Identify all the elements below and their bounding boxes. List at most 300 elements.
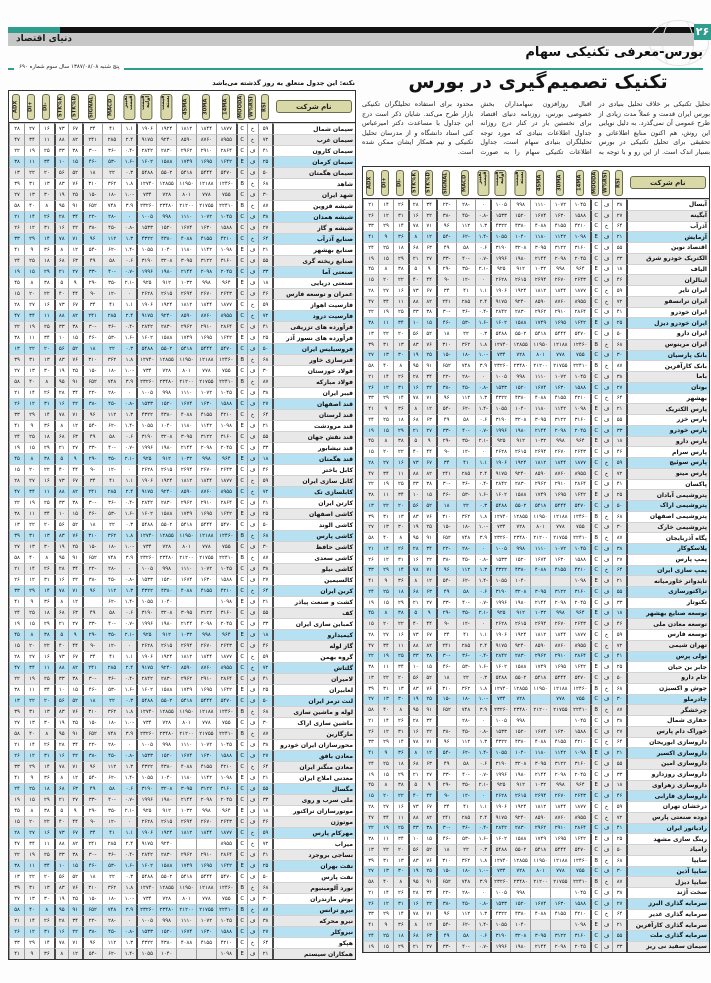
cell-open: ۷۳۴ xyxy=(136,541,156,552)
cell-name: آبگینه xyxy=(626,210,709,221)
cell-ma14: ۲۲۴۱۰ xyxy=(216,200,236,211)
col-header-di_minus: -DI xyxy=(396,170,404,196)
cell-adx: ۴۵ xyxy=(9,805,24,816)
cell-chg: ۱.۱ xyxy=(121,827,136,838)
cell-ma30: ۸۷۶۰ xyxy=(196,486,216,497)
cell-ma30: ۵۴۴۴ xyxy=(550,328,570,339)
cell-ma30: ۲۰۹۸ xyxy=(196,794,216,805)
cell-adx: ۲۷ xyxy=(9,893,24,904)
cell-ma14: ۵۴۷۰ xyxy=(570,844,590,855)
cell-ma30: ۱۶۳۰ xyxy=(196,750,216,761)
cell-close: ۱۹۸۰ xyxy=(156,794,176,805)
cell-chg: -۱.۰ xyxy=(475,522,490,533)
cell-mooda: B xyxy=(236,552,247,563)
cell-stkk: ۲۸ xyxy=(408,371,422,382)
cell-chg: ۳.۹ xyxy=(475,704,490,715)
cell-ma45 xyxy=(176,838,196,849)
cell-macd: -۴۰ xyxy=(102,266,122,277)
cell-wrsi: ف xyxy=(247,816,258,827)
cell-mooda: E xyxy=(236,629,247,640)
cell-ma14: ۲۸۶۴ xyxy=(216,849,236,860)
table-row xyxy=(9,464,355,475)
cell-stkd: ۸۲ xyxy=(422,468,436,479)
col-header-mooda: MOODA xyxy=(237,95,244,118)
cell-stkd: ۷۱ xyxy=(422,393,436,404)
cell-mooda: B xyxy=(236,706,247,717)
cell-ma14: ۱۲۴۶۰ xyxy=(216,178,236,189)
cell-signal: -۳۳ xyxy=(82,794,102,805)
cell-stkk: ۵۶ xyxy=(54,695,68,706)
table-row xyxy=(363,823,709,834)
cell-di_minus: ۲۰ xyxy=(393,844,408,855)
cell-ma30: ۹۹۸ xyxy=(550,780,570,791)
cell-rsi: ۵۰ xyxy=(612,500,627,511)
cell-chg: ۱.۸ xyxy=(121,354,136,365)
cell-close: ۴۳۸۰ xyxy=(510,565,530,576)
cell-open: ۴۳۲۲ xyxy=(136,233,156,244)
cell-stkd: ۷۶ xyxy=(422,683,436,694)
cell-ma14: ۱۲۴۶۰ xyxy=(570,683,590,694)
cell-chg: -۱.۴ xyxy=(121,772,136,783)
table-row xyxy=(363,737,709,748)
cell-chg: -۱.۰ xyxy=(121,365,136,376)
cell-name: الیاف xyxy=(626,264,709,275)
table-header xyxy=(363,167,709,199)
cell-signal: -۲۹ xyxy=(82,805,102,816)
cell-chg: -۱.۰ xyxy=(121,541,136,552)
cell-ma14: ۸۹۵۵ xyxy=(216,310,236,321)
cell-mooda: C xyxy=(590,522,601,533)
cell-close: ۲۸۳۰ xyxy=(510,307,530,318)
cell-stkd: ۲۲ xyxy=(68,926,82,937)
cell-ma45: ۱۱۹۵۰ xyxy=(530,339,550,350)
cell-chg: -۰.۸ xyxy=(475,898,490,909)
cell-macd: -۵۳ xyxy=(102,508,122,519)
cell-name: موتوژن xyxy=(272,816,355,827)
cell-adx: ۴۷ xyxy=(363,468,378,479)
cell-open: ۲۳۲۶۰ xyxy=(490,876,510,887)
cell-wrsi: ف xyxy=(601,726,612,737)
cell-signal: -۹ xyxy=(82,640,102,651)
cell-rsi: ۲۷ xyxy=(612,554,627,565)
cell-open: ۱۰۰۵ xyxy=(490,887,510,898)
cell-close: ۱۲۸۵۵ xyxy=(156,882,176,893)
cell-rsi: ۳۳ xyxy=(612,253,627,264)
cell-macd: ۵۸ xyxy=(456,758,476,769)
cell-stkk: ۹۵ xyxy=(408,704,422,715)
cell-adx: ۲۱ xyxy=(363,887,378,898)
cell-di_plus: ۱۵ xyxy=(378,941,393,952)
cell-adx: ۴۱ xyxy=(9,244,24,255)
cell-chg: -۰.۷ xyxy=(121,266,136,277)
cell-di_plus: ۱۵ xyxy=(378,597,393,608)
cell-adx: ۲۸ xyxy=(363,457,378,468)
cell-ma30: ۱۶۳۰ xyxy=(550,726,570,737)
cell-wrsi: ف xyxy=(601,898,612,909)
cell-name: سرمایه گذاری غدیر xyxy=(626,909,709,920)
cell-adx: ۲۶ xyxy=(9,750,24,761)
cell-ma45: ۵۴۱۸ xyxy=(176,519,196,530)
cell-open: ۲۸۴۲ xyxy=(136,849,156,860)
cell-open: ۲۳۲۶۰ xyxy=(136,904,156,915)
cell-ma45: ۱۶۷۴ xyxy=(176,398,196,409)
cell-stkk: ۱۹ xyxy=(408,866,422,877)
cell-stkk: ۸۳ xyxy=(408,683,422,694)
cell-di_minus: ۳۴ xyxy=(39,332,54,343)
cell-signal: -۳۳ xyxy=(82,266,102,277)
cell-ma14: ۷۵۵ xyxy=(216,189,236,200)
cell-ma45: ۲۹۶۲ xyxy=(176,673,196,684)
cell-adx: ۱۹ xyxy=(363,425,378,436)
cell-ma30: ۲۹۱۰ xyxy=(550,651,570,662)
cell-ma14: ۲۲۴۱۰ xyxy=(570,876,590,887)
cell-ma30: ۱۶۹۵ xyxy=(550,317,570,328)
cell-di_plus: ۲۹ xyxy=(378,221,393,232)
cell-close: ۱۹۲۴ xyxy=(156,651,176,662)
cell-macd: -۲۸ xyxy=(456,199,476,210)
cell-di_minus: ۱۶ xyxy=(393,801,408,812)
cell-ma30: ۱۸۴۴ xyxy=(550,801,570,812)
cell-open: ۲۶۲۸ xyxy=(490,618,510,629)
cell-rsi: ۲۷ xyxy=(258,926,273,937)
cell-adx: ۳۳ xyxy=(363,909,378,920)
cell-stkk: ۴۰ xyxy=(54,464,68,475)
cell-name: جوش و اکسیژن xyxy=(626,683,709,694)
cell-signal: -۴۶ xyxy=(436,317,456,328)
cell-ma14: ۵۴۷۰ xyxy=(570,672,590,683)
cell-stkd: ۵۲ xyxy=(68,871,82,882)
cell-wrsi: ف xyxy=(601,661,612,672)
cell-stkk: ۹۵ xyxy=(408,532,422,543)
cell-adx: ۱۹ xyxy=(9,442,24,453)
cell-adx: ۱۵ xyxy=(363,446,378,457)
cell-stkk: ۷۳ xyxy=(54,299,68,310)
cell-name: مهرکام پارس xyxy=(272,827,355,838)
cell-chg: ۱.۸ xyxy=(121,178,136,189)
cell-rsi: ۵۰ xyxy=(258,167,273,178)
cell-stkd: ۴۴ xyxy=(68,640,82,651)
cell-signal: -۴۶ xyxy=(82,508,102,519)
cell-open: ۹۱۷۵ xyxy=(490,812,510,823)
cell-ma14: ۸۹۵۵ xyxy=(216,662,236,673)
cell-stkk: ۷۳ xyxy=(54,827,68,838)
cell-rsi: ۳۸ xyxy=(612,887,627,898)
cell-chg: -۰.۴ xyxy=(475,651,490,662)
cell-ma45: ۱۶۷۴ xyxy=(530,210,550,221)
cell-di_plus: ۲۷ xyxy=(24,651,39,662)
cell-di_minus: ۲۶ xyxy=(39,739,54,750)
cell-mooda: C xyxy=(590,726,601,737)
cell-adx: ۴۵ xyxy=(363,608,378,619)
cell-ma14: ۱۵۸۸ xyxy=(216,222,236,233)
cell-ma45: ۱۶۷۴ xyxy=(176,750,196,761)
cell-stkd: ۶۷ xyxy=(68,475,82,486)
cell-mooda: C xyxy=(590,457,601,468)
cell-ma30: ۲۰۹۸ xyxy=(550,253,570,264)
cell-signal: ۲۴۱ xyxy=(436,640,456,651)
cell-stkk: ۷۳ xyxy=(54,475,68,486)
cell-di_minus: ۲۰ xyxy=(39,519,54,530)
cell-macd: ۲۸۵ xyxy=(456,812,476,823)
cell-stkd: ۲۷ xyxy=(68,442,82,453)
cell-signal: ۳۱۰ xyxy=(82,882,102,893)
cell-close: ۴۳۸۰ xyxy=(156,937,176,948)
cell-stkk: ۲۸ xyxy=(408,887,422,898)
cell-name: تهران شیمی xyxy=(626,640,709,651)
cell-signal: ۹۶ xyxy=(82,585,102,596)
cell-ma45: ۱۸۱۲ xyxy=(176,475,196,486)
cell-mooda: B xyxy=(236,354,247,365)
cell-macd: -۱۸ xyxy=(102,893,122,904)
cell-ma30: ۷۷۸ xyxy=(550,522,570,533)
cell-macd: -۴۰ xyxy=(456,941,476,952)
cell-chg: ۰ xyxy=(121,816,136,827)
cell-di_minus: ۳۱ xyxy=(39,750,54,761)
cell-adx: ۳۸ xyxy=(9,156,24,167)
cell-stkk: ۱۰ xyxy=(408,833,422,844)
cell-signal: ۶۵۲ xyxy=(436,876,456,887)
cell-macd: -۳۶ xyxy=(102,145,122,156)
page-title: تکنیک تصمیم‌گیری در بورس xyxy=(408,71,668,93)
cell-name: ماشین سازی اراک xyxy=(272,717,355,728)
cell-stkd: ۲۷ xyxy=(68,618,82,629)
cell-rsi: ۲۵ xyxy=(612,317,627,328)
cell-ma14: ۱۰۹۸ xyxy=(216,772,236,783)
cell-ma14: ۴۲۱۰ xyxy=(570,393,590,404)
cell-wrsi: ف xyxy=(601,489,612,500)
cell-close: ۲۳۴۸۰ xyxy=(510,360,530,371)
cell-adx: ۳۹ xyxy=(9,530,24,541)
cell-signal: -۲۹ xyxy=(436,436,456,447)
cell-chg: ۰.۶ xyxy=(475,758,490,769)
cell-open: ۲۶۲۸ xyxy=(136,288,156,299)
cell-ma14: ۲۰۴۵ xyxy=(570,425,590,436)
cell-macd: -۳۵ xyxy=(102,277,122,288)
cell-ma14: ۲۸۶۴ xyxy=(570,307,590,318)
cell-signal: -۳۳ xyxy=(436,597,456,608)
cell-chg: ۳.۹ xyxy=(475,360,490,371)
cell-ma45: ۳۰۹۵ xyxy=(530,414,550,425)
cell-close: ۱۲۸۵۵ xyxy=(156,706,176,717)
cell-ma14: ۲۸۶۴ xyxy=(570,479,590,490)
cell-rsi: ۴۱ xyxy=(612,823,627,834)
table-row xyxy=(363,554,709,565)
cell-macd: ۷۴۸ xyxy=(102,904,122,915)
cell-ma45: ۵۴۱۸ xyxy=(530,328,550,339)
cell-macd: -۴۰ xyxy=(102,618,122,629)
cell-name: بانک پارسیان xyxy=(626,350,709,361)
cell-stkd: ۲۷ xyxy=(422,253,436,264)
cell-macd: ۷۴۸ xyxy=(456,360,476,371)
cell-adx: ۲۲ xyxy=(9,849,24,860)
cell-ma14: ۱۸۷۷ xyxy=(216,123,236,134)
cell-stkk: ۸۸ xyxy=(54,134,68,145)
cell-rsi: ۴۶ xyxy=(612,274,627,285)
cell-macd: -۵۳ xyxy=(456,833,476,844)
cell-di_minus: ۸ xyxy=(393,532,408,543)
cell-di_plus: ۹ xyxy=(24,596,39,607)
cell-stkk: ۵ xyxy=(408,608,422,619)
cell-ma14: ۱۲۴۶۰ xyxy=(216,882,236,893)
header-cell-adx xyxy=(9,91,24,123)
cell-macd: ۵۸ xyxy=(102,607,122,618)
cell-rsi: ۳۸ xyxy=(258,739,273,750)
cell-di_minus: ۱۸ xyxy=(39,783,54,794)
cell-stkk: ۹۵ xyxy=(54,904,68,915)
cell-mooda: C xyxy=(236,618,247,629)
cell-close: ۷۲۸ xyxy=(156,365,176,376)
cell-ma14: ۲۸۶۴ xyxy=(216,145,236,156)
cell-wrsi: ف xyxy=(601,758,612,769)
cell-stkd: ۶۳ xyxy=(68,607,82,618)
cell-di_minus: ۲۹ xyxy=(393,769,408,780)
cell-ma30: ۸۷۶۰ xyxy=(196,310,216,321)
cell-signal: ۶۵۲ xyxy=(436,532,456,543)
cell-di_plus: ۸ xyxy=(378,780,393,791)
cell-rsi: ۵۵ xyxy=(612,930,627,941)
cell-wrsi: ف xyxy=(601,382,612,393)
cell-di_minus: ۸ xyxy=(39,728,54,739)
cell-signal: -۹ xyxy=(82,816,102,827)
cell-di_plus: ۱۴ xyxy=(378,715,393,726)
cell-di_minus: ۲۹ xyxy=(393,941,408,952)
table-note: نکته: این جدول متعلق به روز گذشته می‌باشد xyxy=(212,79,355,87)
cell-chg: ۰.۳ xyxy=(121,871,136,882)
cell-ma14: ۲۰۴۵ xyxy=(570,597,590,608)
cell-mooda: C xyxy=(236,464,247,475)
cell-stkd: ۶۳ xyxy=(68,783,82,794)
cell-mooda: E xyxy=(590,436,601,447)
cell-signal: -۲۲ xyxy=(436,887,456,898)
cell-ma45: ۱۸۱۲ xyxy=(530,285,550,296)
cell-wrsi: ف xyxy=(247,618,258,629)
cell-stkd: ۲۵ xyxy=(422,694,436,705)
cell-rsi: ۲۵ xyxy=(258,860,273,871)
cell-close: ۹۲۴۰ xyxy=(510,296,530,307)
cell-name: کمباین سازی ایران xyxy=(272,618,355,629)
cell-rsi: ۷۲ xyxy=(612,640,627,651)
cell-close: ۹۹۸ xyxy=(510,199,530,210)
header-cell-macd xyxy=(455,167,475,199)
cell-open: ۱۶۰۲ xyxy=(490,317,510,328)
cell-mooda: C xyxy=(590,758,601,769)
cell-stkd: ۱۵ xyxy=(68,332,82,343)
cell-di_plus: ۲۷ xyxy=(24,827,39,838)
cell-ma45: ۴۰۸۸ xyxy=(176,761,196,772)
cell-mooda: E xyxy=(236,596,247,607)
cell-mooda: C xyxy=(590,328,601,339)
cell-wrsi: خ xyxy=(247,409,258,420)
cell-di_minus: ۸ xyxy=(393,360,408,371)
cell-mooda: C xyxy=(590,640,601,651)
table-row xyxy=(363,651,709,662)
cell-close: ۵۵۰۲ xyxy=(156,695,176,706)
cell-mooda: C xyxy=(236,662,247,673)
cell-macd: -۱۲ xyxy=(102,288,122,299)
cell-wrsi: خ xyxy=(247,299,258,310)
cell-di_minus: ۱۱ xyxy=(39,486,54,497)
cell-ma30 xyxy=(550,715,570,726)
cell-mooda: C xyxy=(590,500,601,511)
cell-signal: -۵۴ xyxy=(82,420,102,431)
cell-signal: -۴۶ xyxy=(82,156,102,167)
cell-name: سرمایه گذاری کارآفرین xyxy=(626,919,709,930)
cell-rsi: ۴۱ xyxy=(612,479,627,490)
cell-stkk: ۳۳ xyxy=(408,307,422,318)
cell-di_plus: ۱۴ xyxy=(378,887,393,898)
cell-macd: ۴۱ xyxy=(102,475,122,486)
cell-di_minus: ۲۶ xyxy=(393,887,408,898)
col-header-ma14: 14MA xyxy=(222,94,230,120)
table-row xyxy=(9,508,355,519)
cell-name: گاز لوله xyxy=(272,640,355,651)
cell-mooda: E xyxy=(236,244,247,255)
cell-ma45: ۲۱۲۰۰ xyxy=(176,200,196,211)
cell-macd: -۴۵ xyxy=(456,382,476,393)
cell-open: ۴۳۲۲ xyxy=(136,409,156,420)
cell-macd: -۲۸ xyxy=(102,211,122,222)
cell-ma14: ۹۶۴ xyxy=(570,436,590,447)
cell-stkk: ۸ xyxy=(408,231,422,242)
cell-ma30: ۱۶۳۰ xyxy=(196,222,216,233)
cell-ma14: ۱۰۴۵ xyxy=(570,199,590,210)
cell-ma14: ۹۶۴ xyxy=(216,629,236,640)
cell-wrsi: ف xyxy=(601,919,612,930)
cell-ma30: ۲۰۹۸ xyxy=(550,597,570,608)
cell-name: بهشهر xyxy=(626,393,709,404)
header-cell-stkk xyxy=(408,167,422,199)
cell-di_plus: ۲۷ xyxy=(24,123,39,134)
cell-macd: ۳۶۲ xyxy=(102,354,122,365)
cell-wrsi: ف xyxy=(601,618,612,629)
cell-di_plus: ۳۴ xyxy=(378,468,393,479)
cell-open: ۱۹۰۶ xyxy=(136,475,156,486)
cell-di_minus: ۸ xyxy=(39,376,54,387)
cell-mooda: C xyxy=(236,673,247,684)
cell-ma14: ۱۰۹۸ xyxy=(570,747,590,758)
col-header-stkk: STK%K xyxy=(411,170,419,196)
cell-close: ۱۹۸۰ xyxy=(156,618,176,629)
cell-ma14: ۱۸۷۷ xyxy=(216,299,236,310)
cell-macd: ۴۱ xyxy=(102,123,122,134)
cell-ma45: ۲۱۴۴ xyxy=(530,597,550,608)
cell-di_minus: ۲۹ xyxy=(39,266,54,277)
cell-chg: ۱.۸ xyxy=(475,683,490,694)
cell-stkd: ۲۵ xyxy=(68,365,82,376)
cell-open: ۲۸۴۲ xyxy=(136,321,156,332)
cell-signal: -۳۳ xyxy=(436,253,456,264)
cell-close: ۷۲۸ xyxy=(510,694,530,705)
col-header-chg: تغییر قیمت xyxy=(477,170,489,196)
cell-ma45: ۴۰۸۸ xyxy=(176,937,196,948)
cell-rsi: ۵۹ xyxy=(612,457,627,468)
cell-stkk: ۲۱ xyxy=(408,941,422,952)
cell-adx: ۳۹ xyxy=(9,178,24,189)
cell-mooda: C xyxy=(590,307,601,318)
cell-adx: ۳۳ xyxy=(363,565,378,576)
cell-ma30: ۱۲۱۸۸ xyxy=(550,339,570,350)
cell-rsi: ۱۸ xyxy=(258,277,273,288)
cell-signal: ۶۵۲ xyxy=(436,704,456,715)
cell-signal: -۳۳ xyxy=(436,941,456,952)
cell-ma30: ۱۶۳۰ xyxy=(196,574,216,585)
cell-stkk: ۴۰ xyxy=(408,446,422,457)
cell-mooda: C xyxy=(590,672,601,683)
table-row xyxy=(363,747,709,758)
cell-rsi: ۲۵ xyxy=(612,833,627,844)
cell-ma14: ۷۵۵ xyxy=(570,522,590,533)
cell-stkd: ۱۲ xyxy=(68,772,82,783)
